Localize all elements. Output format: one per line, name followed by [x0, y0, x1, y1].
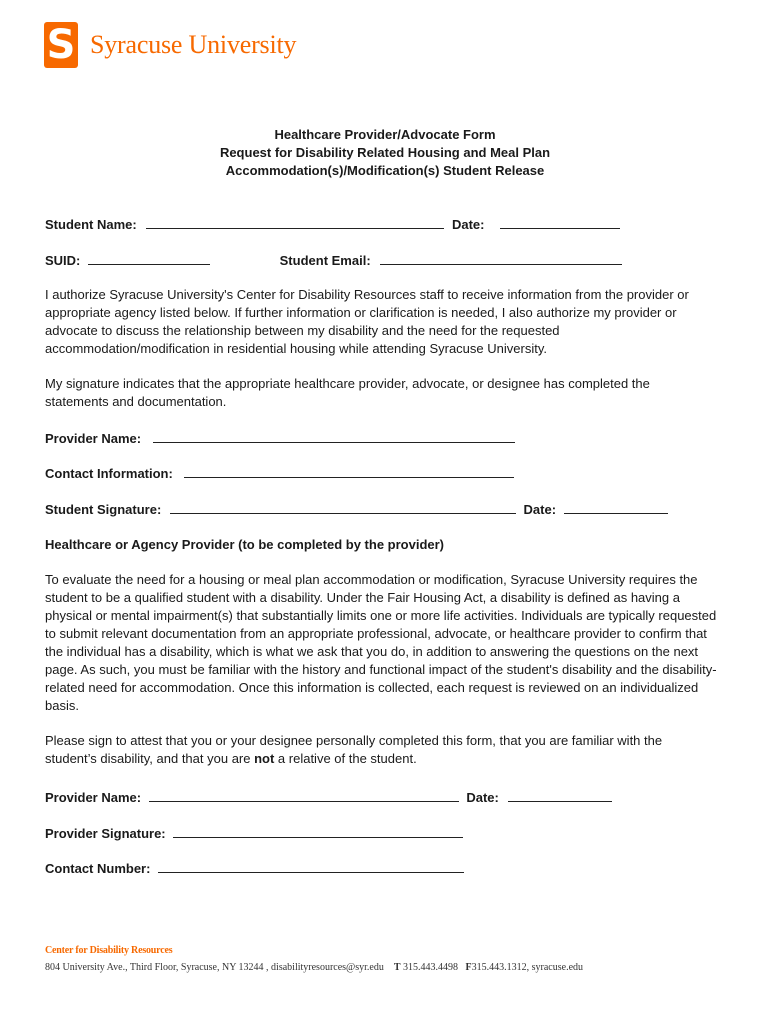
form-title-line-3: Accommodation(s)/Modification(s) Student Release	[225, 163, 545, 178]
footer-website[interactable]: syracuse.edu	[531, 962, 584, 973]
attestation-text-end: a relative of the student.	[274, 751, 417, 766]
student-signature-label: Student Signature:	[45, 502, 162, 517]
student-signature-field[interactable]	[170, 501, 516, 514]
provider-date-field[interactable]	[508, 789, 612, 802]
student-date-label: Date:	[451, 217, 485, 232]
footer-fax: 315.443.1312,	[471, 962, 530, 973]
provider-instructions-paragraph: To evaluate the need for a housing or meal plan accommodation or modification, Syracuse University requires the student to be a qualified student with a disability. Under the Fair Housing Act, a disability is defined as having a physical or mental impairment(s) that substantially limits one or more life activities. Individuals are typically requested to submit relevant documentation from an appropriate professional, advocate, or healthcare provider to confirm that the individual has a disability, which is what we ask that you do, in addition to answering the questions on the next page. As such, you must be familiar with the history and functional impact of the student's disability and the disability-related need for accommodation. Once this information is collected, each request is reviewed on an individualized basis.	[45, 572, 717, 713]
suid-field[interactable]	[88, 252, 210, 265]
contact-number-label: Contact Number:	[45, 861, 151, 876]
contact-number-row	[45, 860, 464, 877]
signature-date-label: Date:	[523, 502, 557, 517]
footer-contact-line	[45, 962, 583, 973]
student-email-field[interactable]	[380, 252, 622, 265]
provider-name-field[interactable]	[153, 430, 515, 443]
provider-signature-label: Provider Signature:	[45, 826, 166, 841]
footer-address: 804 University Ave., Third Floor, Syracuse, NY 13244 , disabilityresources@syr.edu	[45, 962, 384, 973]
signature-statement-paragraph: My signature indicates that the appropriate healthcare provider, advocate, or designee has completed the statements and documentation.	[45, 376, 650, 409]
student-name-field[interactable]	[146, 216, 444, 229]
attestation-paragraph	[45, 732, 717, 768]
provider-name-label-2: Provider Name:	[45, 790, 142, 805]
footer-phone-prefix: T	[393, 962, 401, 973]
footer-fax-prefix: F	[465, 962, 472, 973]
contact-number-field[interactable]	[158, 860, 464, 873]
student-name-label: Student Name:	[45, 217, 137, 232]
student-email-label: Student Email:	[279, 253, 371, 268]
footer-phone: 315.443.4498	[403, 962, 459, 973]
suid-email-row	[45, 252, 622, 269]
provider-section-heading: Healthcare or Agency Provider (to be completed by the provider)	[45, 537, 445, 552]
provider-signature-row	[45, 825, 463, 842]
form-title	[0, 126, 770, 180]
attestation-emphasis: not	[254, 751, 275, 766]
contact-information-label: Contact Information:	[45, 466, 173, 481]
university-logo	[44, 22, 296, 68]
student-name-row	[45, 216, 620, 233]
student-date-field[interactable]	[500, 216, 620, 229]
signature-date-field[interactable]	[564, 501, 668, 514]
attestation-text-start: Please sign to attest that you or your designee personally completed this form, that you are familiar with the student’s disability, and that you are	[45, 733, 663, 766]
provider-name-field-2[interactable]	[149, 789, 459, 802]
provider-signature-field[interactable]	[173, 825, 463, 838]
contact-information-field[interactable]	[184, 465, 514, 478]
logo-wordmark: Syracuse University	[90, 30, 297, 59]
provider-name-date-row	[45, 789, 612, 806]
block-s-logo-icon: S	[44, 22, 78, 68]
provider-name-row	[45, 430, 515, 447]
student-signature-row	[45, 501, 668, 518]
provider-name-label: Provider Name:	[45, 431, 142, 446]
suid-label: SUID:	[45, 253, 81, 268]
provider-date-label: Date:	[466, 790, 499, 805]
form-title-line-2: Request for Disability Related Housing and Meal Plan	[219, 145, 551, 160]
authorization-paragraph: I authorize Syracuse University's Center for Disability Resources staff to receive information from the provider or appropriate agency listed below. If further information or clarification is needed, I also authorize my provider or advocate to discuss the relationship between my disability and the need for the requested accommodation/modification in residential housing while attending Syracuse University.	[45, 287, 689, 356]
footer-office-name: Center for Disability Resources	[45, 945, 173, 956]
form-title-line-1: Healthcare Provider/Advocate Form	[274, 127, 496, 142]
contact-information-row	[45, 465, 514, 482]
